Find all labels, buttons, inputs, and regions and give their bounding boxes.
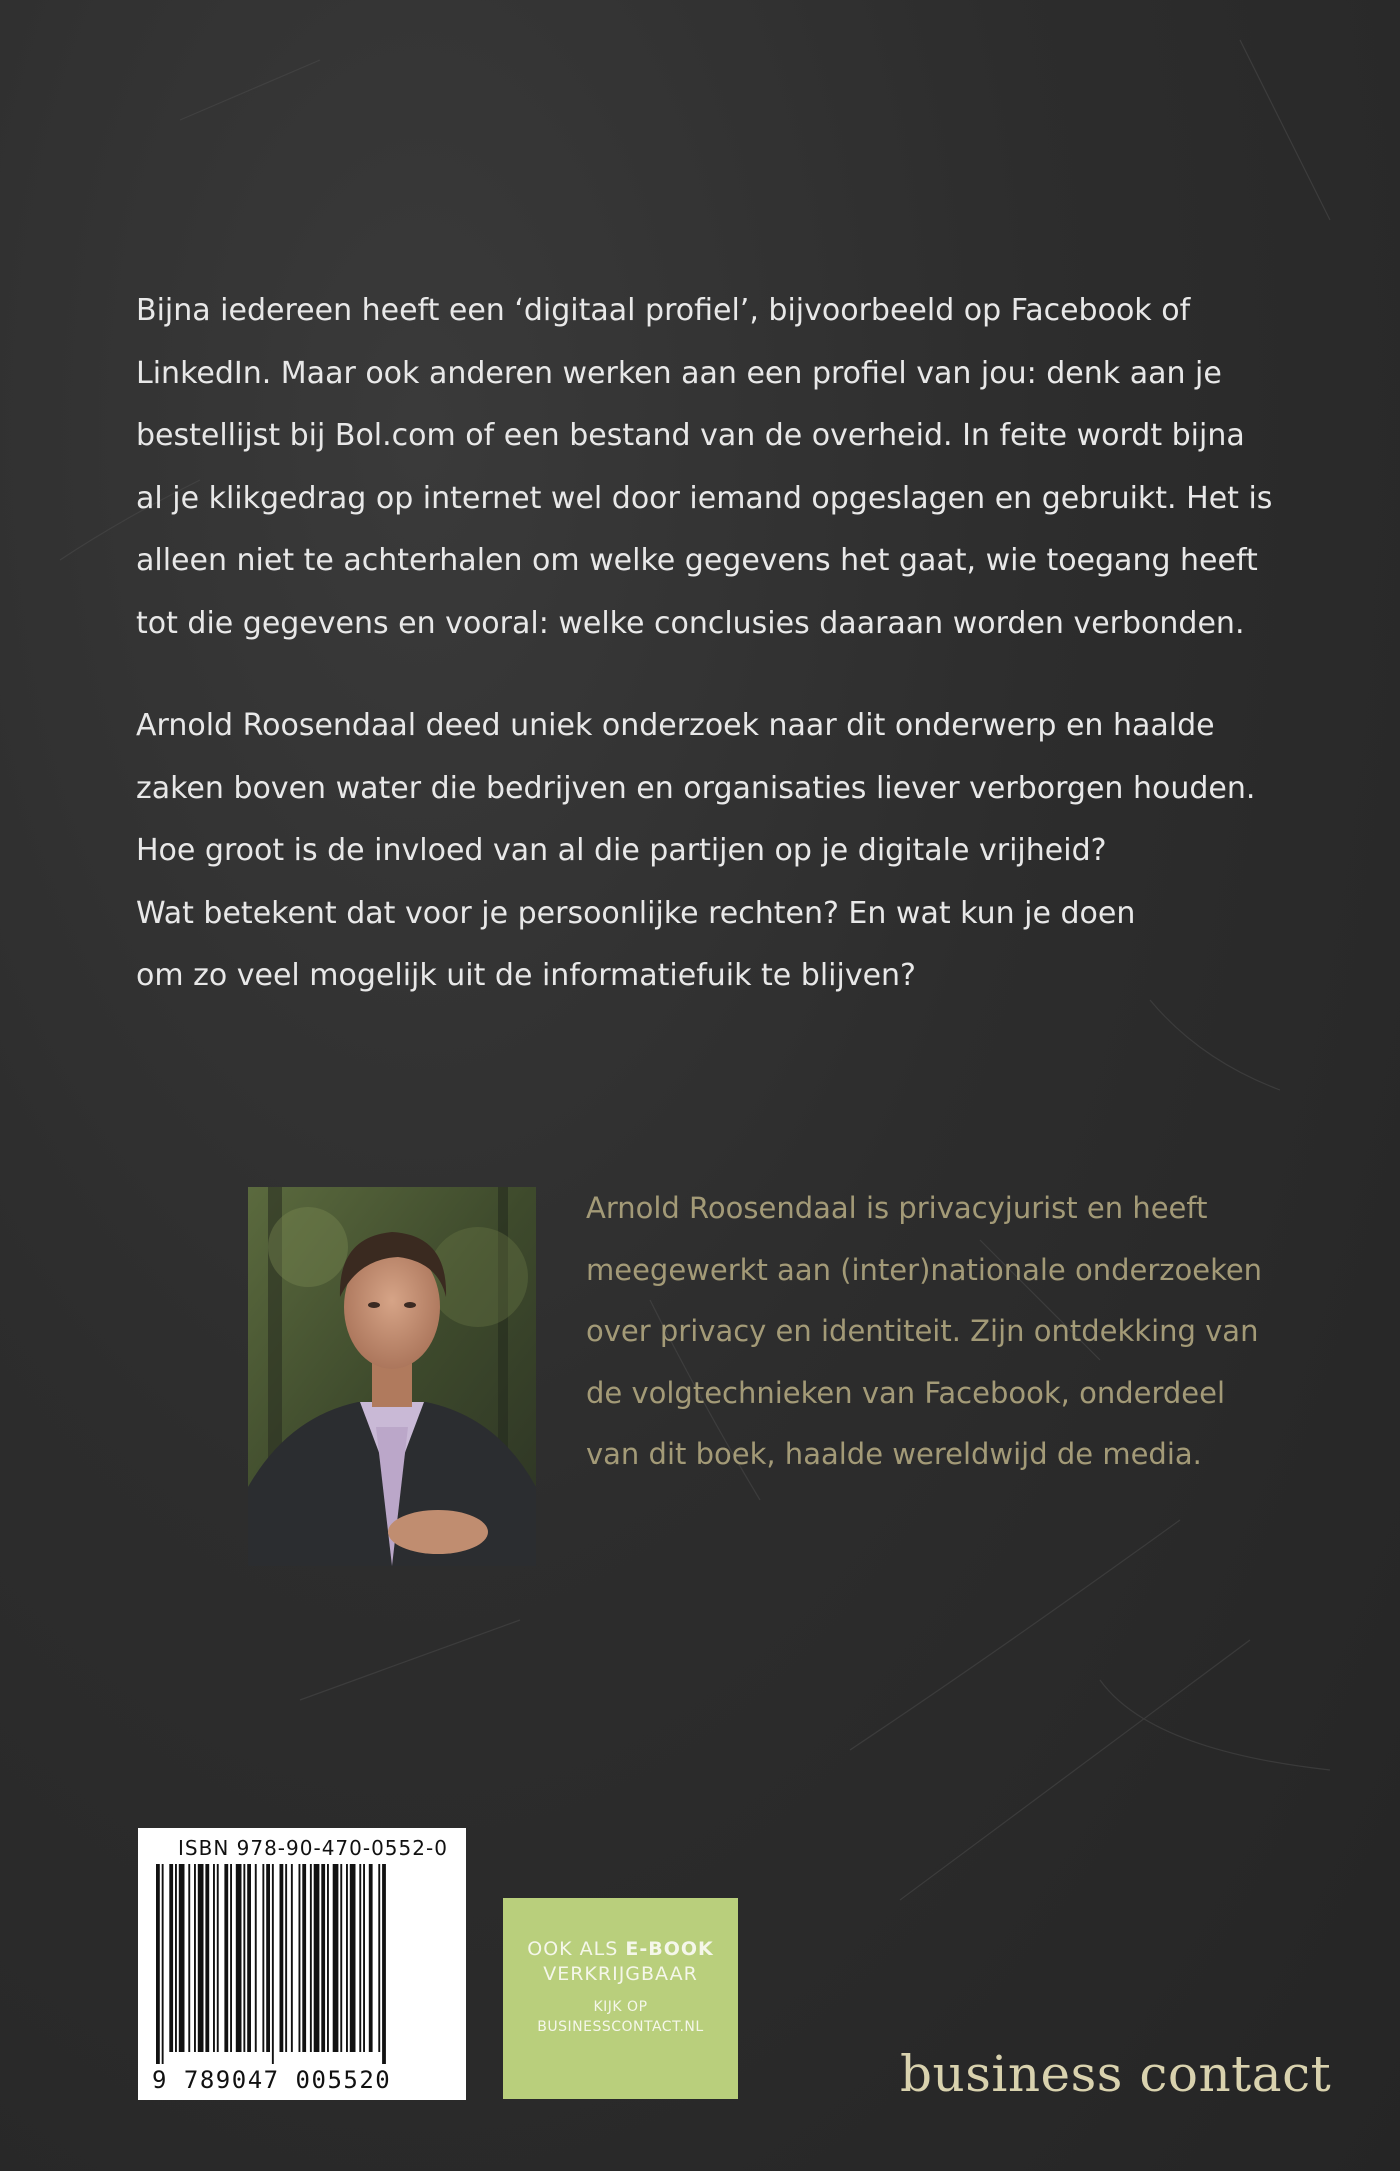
publisher-logo: business contact [900,2045,1332,2103]
ebook-badge [503,1898,738,2099]
blurb-line: al je klikgedrag op internet wel door iemand opgeslagen en gebruikt. Het is [136,480,1273,516]
barcode-bars [150,1864,454,2064]
blurb-line: Arnold Roosendaal deed uniek onderzoek naar dit onderwerp en haalde [136,708,1215,743]
isbn-label: ISBN 978-90-470-0552-0 [178,1836,448,1860]
blurb-paragraph-1 [136,280,1286,655]
ebook-badge-line2: VERKRIJGBAAR [543,1963,698,1985]
bio-line: meegewerkt aan (inter)nationale onderzoeken [586,1252,1263,1287]
ebook-badge-line4: BUSINESSCONTACT.NL [537,2019,704,2035]
blurb-line: om zo veel mogelijk uit de informatiefuik te blijven? [136,958,916,993]
blurb-line: Bijna iedereen heeft een ‘digitaal profiel’, bijvoorbeeld op Facebook of [136,293,1191,328]
bio-line: Arnold Roosendaal is privacyjurist en heeft [586,1191,1208,1225]
ebook-badge-line3: KIJK OP [593,1999,648,2015]
author-photo [248,1187,536,1566]
bio-line: de volgtechnieken van Facebook, onderdeel [586,1375,1226,1410]
blurb-line: zaken boven water die bedrijven en organisaties liever verborgen houden. [136,770,1256,806]
bio-line: van dit boek, haalde wereldwijd de media. [586,1437,1202,1471]
isbn-barcode [138,1828,466,2100]
blurb-line: tot die gegevens en vooral: welke conclusies daaraan worden verbonden. [136,605,1245,641]
ebook-badge-line1: OOK ALS E-BOOK [527,1938,714,1960]
blurb-line: LinkedIn. Maar ook anderen werken aan een profiel van jou: denk aan je [136,355,1222,391]
blurb-line: Wat betekent dat voor je persoonlijke rechten? En wat kun je doen [136,895,1136,931]
blurb-line: alleen niet te achterhalen om welke gegevens het gaat, wie toegang heeft [136,543,1258,578]
blurb-paragraph-2 [136,695,1286,1008]
blurb-line: Hoe groot is de invloed van al die partijen op je digitale vrijheid? [136,833,1107,868]
barcode-digits: 9 789047 005520 [152,2066,392,2094]
bio-line: over privacy en identiteit. Zijn ontdekking van [586,1314,1259,1348]
author-bio [586,1178,1266,1486]
blurb-line: bestellijst bij Bol.com of een bestand van de overheid. In feite wordt bijna [136,418,1245,453]
